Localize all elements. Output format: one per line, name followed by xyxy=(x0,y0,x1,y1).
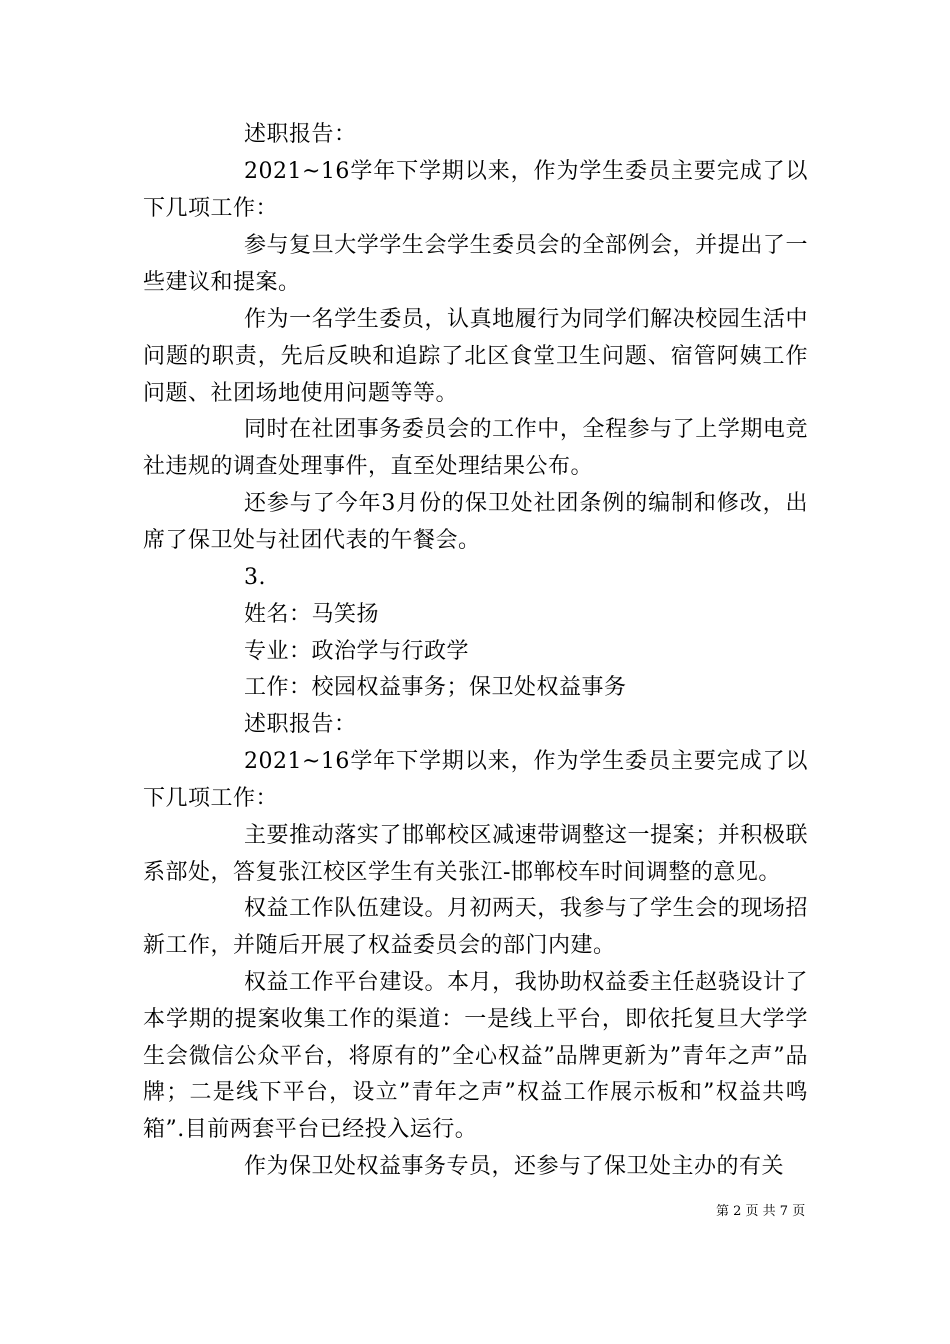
paragraph: 2021~16学年下学期以来，作为学生委员主要完成了以下几项工作： xyxy=(143,749,808,811)
paragraph: 权益工作队伍建设。月初两天，我参与了学生会的现场招新工作，并随后开展了权益委员会的部门内建。 xyxy=(143,896,808,958)
paragraph: 工作：校园权益事务；保卫处权益事务 xyxy=(244,675,627,700)
page-number: 第 2 页 共 7 页 xyxy=(716,1204,806,1219)
paragraph: 还参与了今年3月份的保卫处社团条例的编制和修改，出席了保卫处与社团代表的午餐会。 xyxy=(143,491,808,553)
paragraph: 3. xyxy=(244,565,266,590)
paragraph: 述职报告： xyxy=(244,122,357,147)
paragraph: 同时在社团事务委员会的工作中，全程参与了上学期电竞社违规的调查处理事件，直至处理结果公布。 xyxy=(143,417,808,479)
paragraph: 主要推动落实了邯郸校区减速带调整这一提案；并积极联系部处，答复张江校区学生有关张江-邯郸校车时间调整的意见。 xyxy=(143,823,808,885)
paragraph: 2021~16学年下学期以来，作为学生委员主要完成了以下几项工作： xyxy=(143,159,808,221)
paragraph: 作为保卫处权益事务专员，还参与了保卫处主办的有关 xyxy=(244,1154,785,1179)
paragraph: 专业：政治学与行政学 xyxy=(244,639,470,664)
paragraph: 权益工作平台建设。本月，我协助权益委主任赵骁设计了本学期的提案收集工作的渠道：一是线上平台，即依托复旦大学学生会微信公众平台，将原有的”全心权益”品牌更新为”青年之声”品牌；二是线下平台，设立”青年之声”权益工作展示板和”权益共鸣箱”.目前两套平台已经投入运行。 xyxy=(143,970,808,1143)
paragraph: 姓名：马笑扬 xyxy=(244,602,380,627)
paragraph: 作为一名学生委员，认真地履行为同学们解决校园生活中问题的职责，先后反映和追踪了北区食堂卫生问题、宿管阿姨工作问题、社团场地使用问题等等。 xyxy=(143,307,808,406)
paragraph: 述职报告： xyxy=(244,712,357,737)
paragraph: 参与复旦大学学生会学生委员会的全部例会，并提出了一些建议和提案。 xyxy=(143,233,808,295)
